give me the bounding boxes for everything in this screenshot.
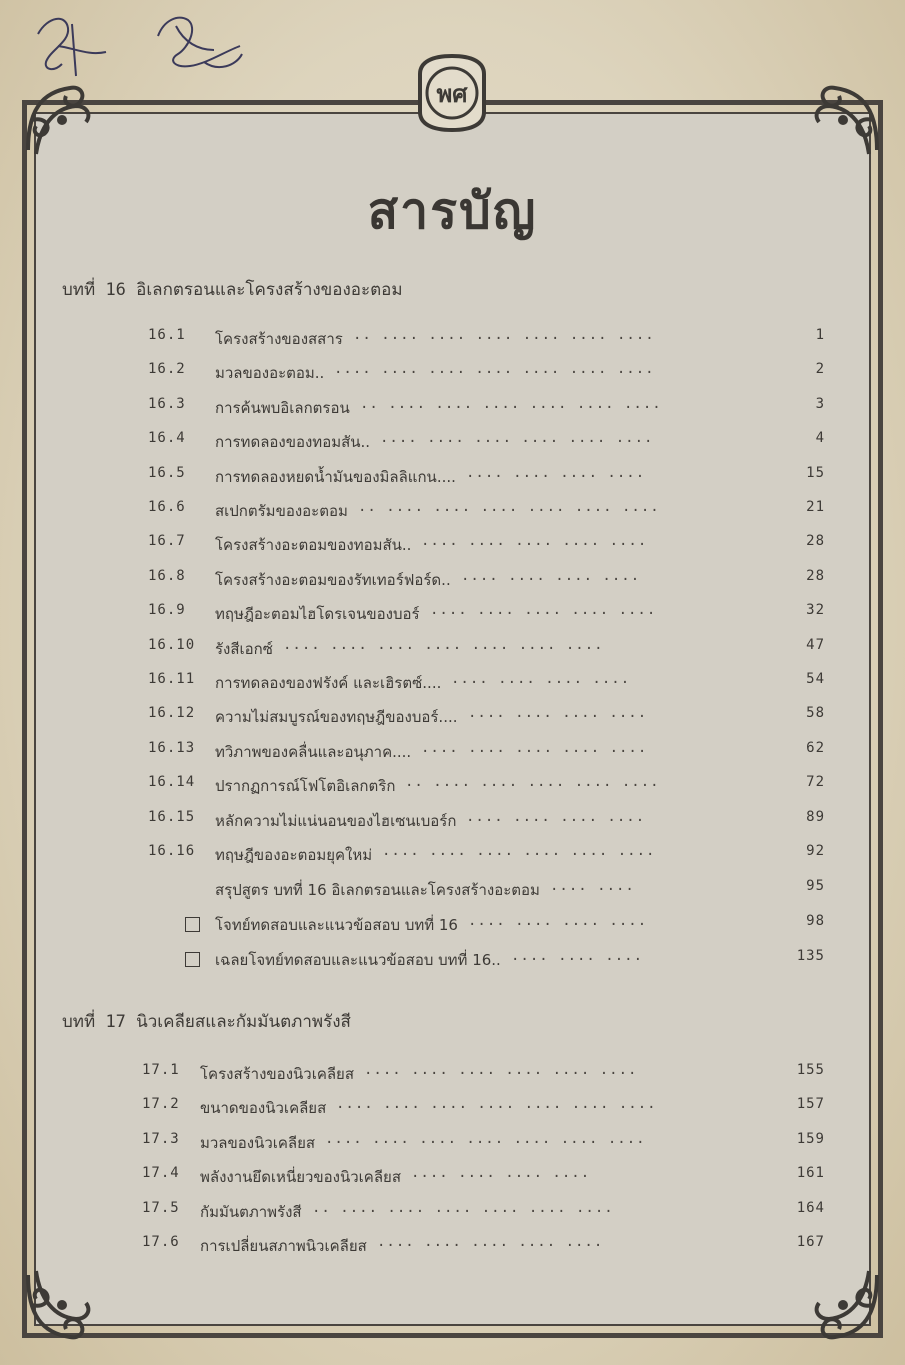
toc-entry xyxy=(0,913,905,939)
dot-leader: .... .... .... .... .... xyxy=(377,1234,604,1250)
publisher-emblem-icon xyxy=(412,52,492,134)
page-number: 157 xyxy=(796,1096,825,1113)
dot-leader: .... .... .... .... .... .... xyxy=(382,843,656,859)
dot-leader: .. .... .... .... .... .... xyxy=(405,774,660,791)
section-number: 16.2 xyxy=(148,361,186,378)
section-number: 16.14 xyxy=(148,774,196,791)
corner-ornament-icon xyxy=(22,1265,102,1345)
page-number: 1 xyxy=(815,327,825,343)
entry-title: สเปกตรัมของอะตอม xyxy=(215,502,348,520)
entry-title: ทฤษฎีอะตอมไฮโดรเจนของบอร์ xyxy=(215,605,420,624)
entry-title: รังสีเอกซ์ xyxy=(215,639,273,658)
toc-entry xyxy=(0,740,905,766)
page-number: 15 xyxy=(806,464,825,481)
entry-title: ขนาดของนิวเคลียส xyxy=(200,1099,327,1118)
section-number: 17.4 xyxy=(142,1165,180,1182)
toc-entry xyxy=(0,948,905,974)
entry-title: ปรากฏการณ์โฟโตอิเลกตริก xyxy=(215,777,396,796)
section-number: 16.16 xyxy=(148,843,196,859)
toc-entry xyxy=(0,1200,905,1226)
toc-entry xyxy=(0,878,905,904)
page-number: 54 xyxy=(806,671,825,687)
entry-title: เฉลยโจทย์ทดสอบและแนวข้อสอบ บทที่ 16.. xyxy=(215,951,501,969)
dot-leader: .... .... .... .... .... .... xyxy=(380,430,654,447)
page-number: 167 xyxy=(796,1234,825,1250)
entry-title: โครงสร้างอะตอมของทอมสัน.. xyxy=(215,536,412,555)
toc-entry xyxy=(0,1165,905,1191)
section-number: 16.7 xyxy=(148,533,186,550)
entry-title: มวลของนิวเคลียส xyxy=(200,1133,316,1152)
page-title: สารบัญ xyxy=(367,182,538,240)
entry-title: การค้นพบอิเลกตรอน xyxy=(215,398,350,417)
toc-entry xyxy=(0,430,905,456)
section-number: 16.5 xyxy=(148,464,186,481)
checkbox-icon xyxy=(185,952,200,967)
section-number: 16.1 xyxy=(148,327,186,343)
page-number: 161 xyxy=(796,1165,825,1182)
page-number: 159 xyxy=(796,1130,825,1147)
dot-leader: .... .... xyxy=(550,878,635,894)
dot-leader: .... .... .... .... xyxy=(466,808,646,825)
checkbox-icon xyxy=(185,917,200,932)
dot-leader: .... .... .... .... xyxy=(451,671,631,687)
toc-entry xyxy=(0,1234,905,1260)
page-number: 135 xyxy=(796,948,825,964)
page-number: 21 xyxy=(806,499,825,515)
entry-title: โครงสร้างของสสาร xyxy=(215,330,343,348)
section-number: 17.3 xyxy=(142,1130,180,1147)
entry-title: การทดลองของฟรังค์ และเฮิรตซ์.... xyxy=(215,674,442,692)
dot-leader: .... .... .... .... .... xyxy=(430,602,657,619)
handwritten-signature xyxy=(28,6,268,86)
entry-title: สรุปสูตร บทที่ 16 อิเลกตรอนและโครงสร้างอะตอม xyxy=(215,881,540,899)
entry-title: ทวิภาพของคลื่นและอนุภาค.... xyxy=(215,742,412,761)
corner-ornament-icon xyxy=(803,1265,883,1345)
section-number: 17.5 xyxy=(142,1199,180,1216)
section-number: 16.9 xyxy=(148,602,186,619)
page-number: 4 xyxy=(815,430,825,447)
dot-leader: .... .... .... .... .... .... xyxy=(364,1062,638,1078)
entry-title: มวลของอะตอม.. xyxy=(215,364,325,383)
toc-entry xyxy=(0,499,905,525)
toc-entry xyxy=(0,1062,905,1088)
page-number: 28 xyxy=(806,533,825,550)
section-number: 16.8 xyxy=(148,567,186,584)
toc-entry xyxy=(0,671,905,697)
dot-leader: .... .... .... .... .... .... .... xyxy=(283,636,604,653)
entry-title: ความไม่สมบูรณ์ของทฤษฎีของบอร์.... xyxy=(215,708,458,727)
dot-leader: .... .... .... .... xyxy=(461,567,641,584)
dot-leader: .... .... .... .... .... .... .... xyxy=(325,1130,646,1147)
page-number: 164 xyxy=(796,1199,825,1216)
entry-title: การเปลี่ยนสภาพนิวเคลียส xyxy=(200,1237,367,1255)
corner-ornament-icon xyxy=(803,80,883,160)
toc-entry xyxy=(0,602,905,628)
entry-title: โครงสร้างของนิวเคลียส xyxy=(200,1065,354,1083)
toc-entry xyxy=(0,843,905,869)
toc-entry xyxy=(0,327,905,353)
page-number: 92 xyxy=(806,843,825,859)
dot-leader: .... .... .... .... xyxy=(468,913,648,929)
entry-title: โครงสร้างอะตอมของรัทเทอร์ฟอร์ด.. xyxy=(215,570,451,589)
emblem-monogram: พศ xyxy=(436,79,468,108)
entry-title: พลังงานยึดเหนี่ยวของนิวเคลียส xyxy=(200,1168,401,1187)
page-number: 32 xyxy=(806,602,825,619)
page-number: 28 xyxy=(806,567,825,584)
toc-entry xyxy=(0,705,905,731)
entry-title: หลักความไม่แน่นอนของไฮเซนเบอร์ก xyxy=(215,811,457,830)
toc-entry xyxy=(0,809,905,835)
chapter-heading: บทที่ 17 นิวเคลียสและกัมมันตภาพรังสี xyxy=(62,1012,351,1032)
dot-leader: .... .... .... .... xyxy=(466,464,646,481)
dot-leader: .. .... .... .... .... .... .... xyxy=(353,327,655,343)
entry-title: โจทย์ทดสอบและแนวข้อสอบ บทที่ 16 xyxy=(215,916,458,934)
toc-entry xyxy=(0,361,905,387)
dot-leader: .... .... .... .... .... .... .... xyxy=(334,361,655,378)
section-number: 16.15 xyxy=(148,808,196,825)
page-number: 62 xyxy=(806,739,825,756)
section-number: 17.2 xyxy=(142,1096,180,1113)
toc-entry xyxy=(0,465,905,491)
entry-title: กัมมันตภาพรังสี xyxy=(200,1202,302,1221)
page-number: 2 xyxy=(815,361,825,378)
chapter-heading: บทที่ 16 อิเลกตรอนและโครงสร้างของอะตอม xyxy=(62,280,403,300)
page-number: 98 xyxy=(806,913,825,929)
page-number: 155 xyxy=(796,1062,825,1078)
section-number: 16.3 xyxy=(148,395,186,412)
section-number: 16.12 xyxy=(148,705,196,722)
section-number: 16.11 xyxy=(148,671,196,687)
dot-leader: .. .... .... .... .... .... .... xyxy=(358,499,660,515)
dot-leader: .... .... .... .... xyxy=(468,705,648,722)
section-number: 16.13 xyxy=(148,739,196,756)
section-number: 16.10 xyxy=(148,636,196,653)
section-number: 17.6 xyxy=(142,1234,180,1250)
toc-entry xyxy=(0,1096,905,1122)
toc-entry xyxy=(0,568,905,594)
dot-leader: .... .... .... .... .... .... .... xyxy=(336,1096,657,1113)
dot-leader: .... .... .... .... xyxy=(411,1165,591,1182)
dot-leader: .... .... .... .... .... xyxy=(421,533,648,550)
dot-leader: .. .... .... .... .... .... .... xyxy=(360,395,662,412)
toc-entry xyxy=(0,533,905,559)
toc-entry xyxy=(0,396,905,422)
page-number: 95 xyxy=(806,878,825,894)
section-number: 17.1 xyxy=(142,1062,180,1078)
dot-leader: .. .... .... .... .... .... .... xyxy=(312,1199,614,1216)
entry-title: การทดลองหยดน้ำมันของมิลลิแกน.... xyxy=(215,467,456,486)
page-number: 3 xyxy=(815,395,825,412)
page-number: 47 xyxy=(806,636,825,653)
toc-entry xyxy=(0,774,905,800)
entry-title: การทดลองของทอมสัน.. xyxy=(215,433,371,452)
toc-entry xyxy=(0,1131,905,1157)
corner-ornament-icon xyxy=(22,80,102,160)
section-number: 16.6 xyxy=(148,499,186,515)
entry-title: ทฤษฎีของอะตอมยุคใหม่ xyxy=(215,846,373,864)
dot-leader: .... .... .... xyxy=(511,948,644,964)
toc-entry xyxy=(0,637,905,663)
page-number: 58 xyxy=(806,705,825,722)
section-number: 16.4 xyxy=(148,430,186,447)
dot-leader: .... .... .... .... .... xyxy=(421,739,648,756)
page-number: 72 xyxy=(806,774,825,791)
page-number: 89 xyxy=(806,808,825,825)
